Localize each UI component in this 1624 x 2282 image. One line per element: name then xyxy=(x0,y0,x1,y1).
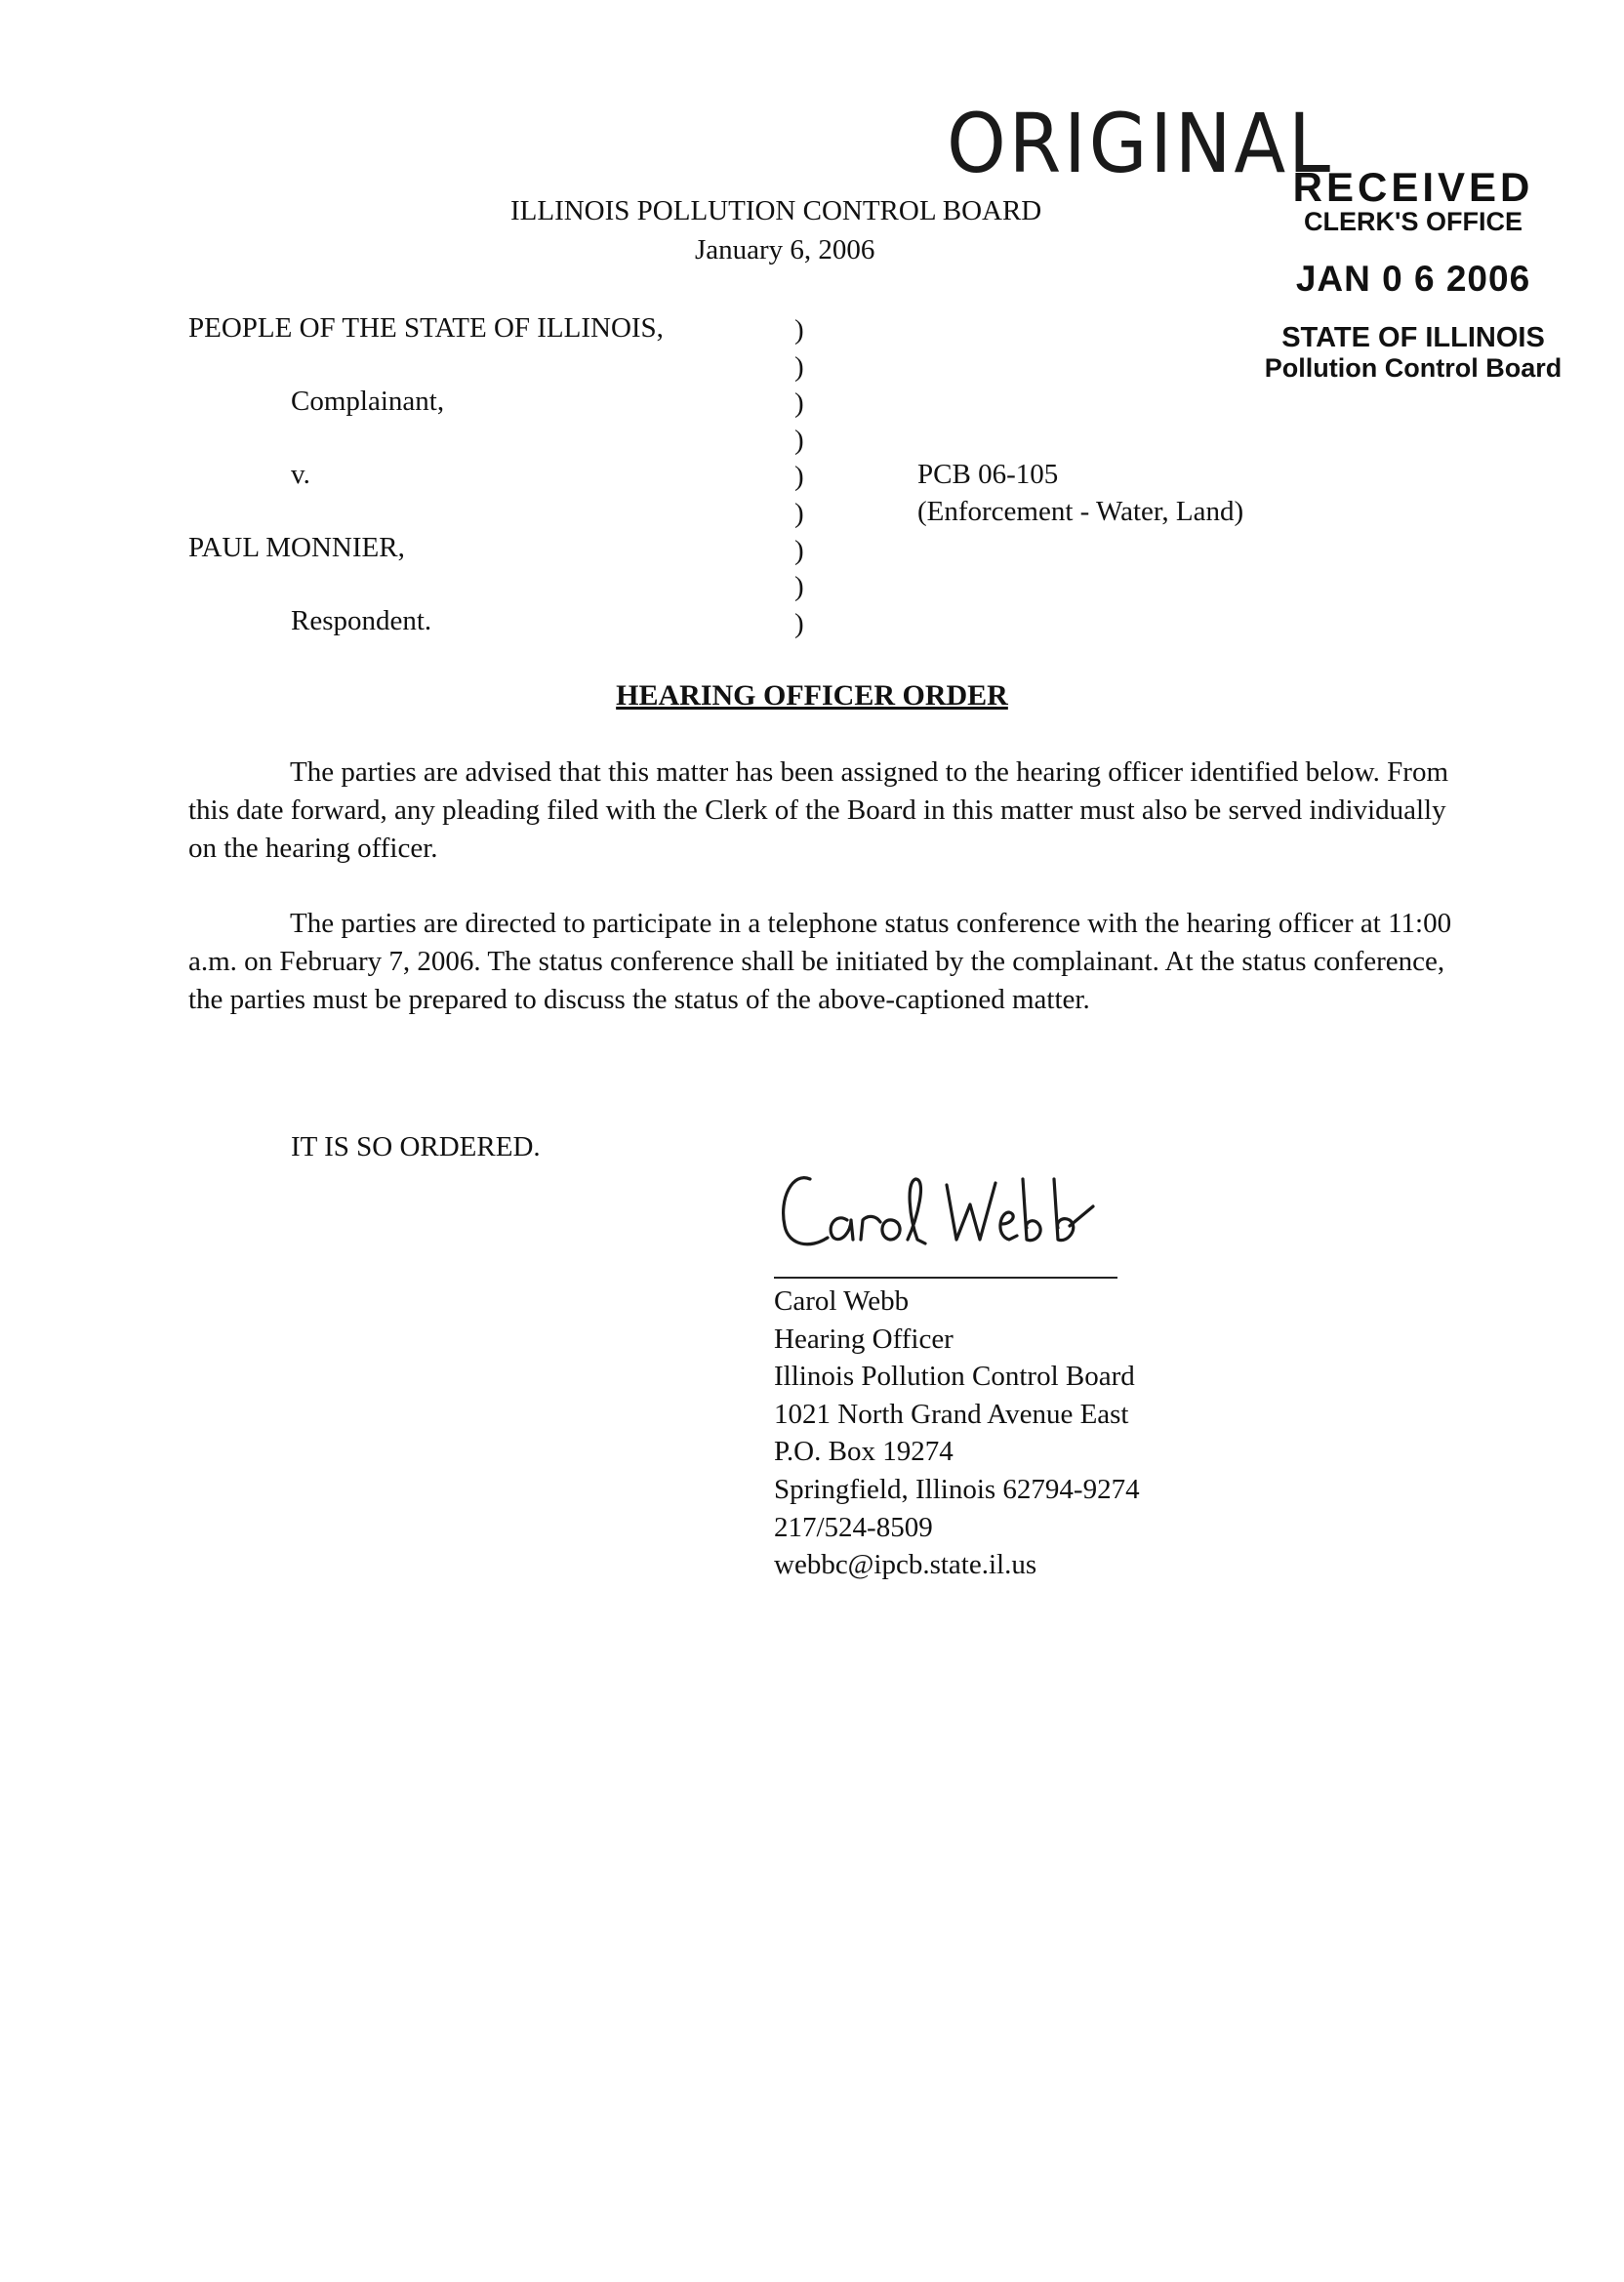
signatory-title: Hearing Officer xyxy=(774,1323,954,1355)
caption-paren: ) xyxy=(794,607,804,639)
signatory-po-box: P.O. Box 19274 xyxy=(774,1436,954,1468)
order-paragraph-1 xyxy=(188,754,1457,868)
signatory-name: Carol Webb xyxy=(774,1285,910,1317)
caption-paren: ) xyxy=(794,497,804,529)
signatory-email: webbc@ipcb.state.il.us xyxy=(774,1549,1037,1581)
signature-line xyxy=(774,1277,1117,1279)
versus-label: v. xyxy=(291,459,310,490)
caption-paren: ) xyxy=(794,571,804,603)
signatory-phone: 217/524-8509 xyxy=(774,1511,933,1543)
signatory-city: Springfield, Illinois 62794-9274 xyxy=(774,1473,1140,1505)
document-date: January 6, 2006 xyxy=(695,234,875,265)
received-stamp-board: Pollution Control Board xyxy=(1264,353,1563,383)
caption-paren: ) xyxy=(794,387,804,420)
caption-paren: ) xyxy=(794,461,804,493)
plaintiff-role: Complainant, xyxy=(291,386,445,417)
case-number: PCB 06-105 xyxy=(917,459,1059,490)
signature-block xyxy=(774,1283,1140,1584)
original-stamp: ORIGINAL xyxy=(947,96,1333,191)
so-ordered: IT IS SO ORDERED. xyxy=(291,1131,541,1162)
caption-paren: ) xyxy=(794,314,804,346)
plaintiff-name: PEOPLE OF THE STATE OF ILLINOIS, xyxy=(188,312,664,344)
received-stamp-date: JAN 0 6 2006 xyxy=(1295,259,1531,299)
caption-paren: ) xyxy=(794,424,804,456)
handwritten-signature xyxy=(771,1150,1122,1267)
caption-parentheses xyxy=(794,312,804,642)
order-paragraph-2 xyxy=(188,905,1457,1019)
case-type: (Enforcement - Water, Land) xyxy=(917,496,1244,527)
signatory-street: 1021 North Grand Avenue East xyxy=(774,1398,1129,1430)
paragraph-text: The parties are directed to participate in a telephone status conference with the hearing officer at 11:00 a.m. on February 7, 2006. The status conference shall be initiated by the complainant. At the status conference, the parties must be prepared to discuss the status of the above-captioned matter. xyxy=(188,908,1452,1015)
order-title: HEARING OFFICER ORDER xyxy=(616,679,1008,712)
signatory-organization: Illinois Pollution Control Board xyxy=(774,1361,1135,1393)
caption-paren: ) xyxy=(794,534,804,566)
paragraph-text: The parties are advised that this matter has been assigned to the hearing officer identified below. From this date forward, any pleading filed with the Clerk of the Board in this matter must also be served individually on the hearing officer. xyxy=(188,756,1449,864)
board-name: ILLINOIS POLLUTION CONTROL BOARD xyxy=(510,195,1042,226)
received-stamp-state: STATE OF ILLINOIS xyxy=(1281,322,1545,353)
received-stamp-office: CLERK'S OFFICE xyxy=(1304,207,1522,236)
caption-paren: ) xyxy=(794,350,804,383)
defendant-role: Respondent. xyxy=(291,605,432,636)
defendant-name: PAUL MONNIER, xyxy=(188,532,405,563)
received-stamp-title: RECEIVED xyxy=(1292,164,1534,210)
